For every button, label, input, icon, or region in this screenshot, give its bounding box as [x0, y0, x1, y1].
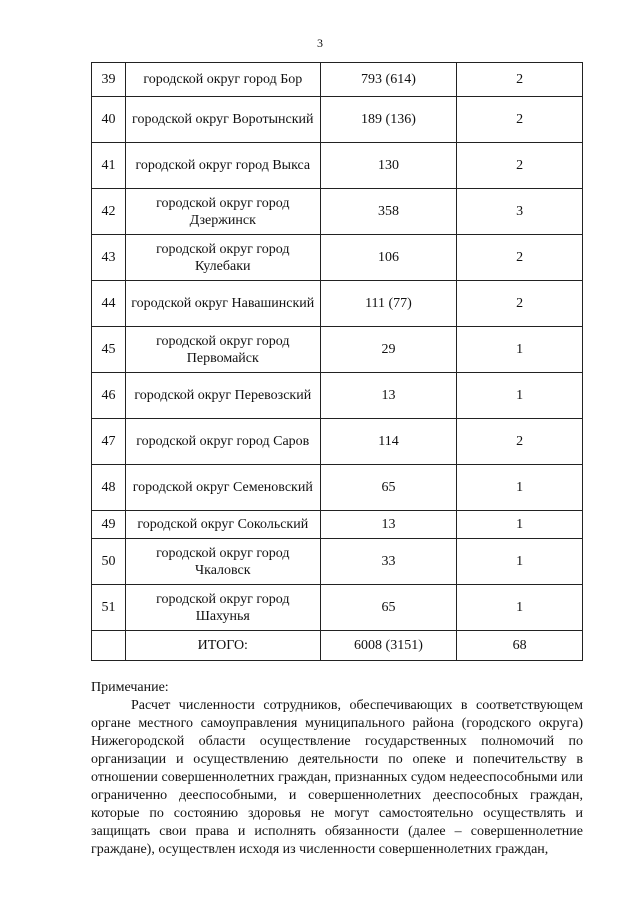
district-name: городской округ город Саров	[125, 419, 320, 465]
staff-count: 65	[320, 585, 457, 631]
row-number: 49	[92, 511, 126, 539]
total-row	[92, 631, 583, 661]
row-number: 51	[92, 585, 126, 631]
table-row	[92, 235, 583, 281]
staff-units: 1	[457, 327, 583, 373]
staff-table	[91, 62, 583, 661]
table-row	[92, 373, 583, 419]
row-number-empty	[92, 631, 126, 661]
note-section	[91, 679, 583, 859]
district-name: городской округ Сокольский	[125, 511, 320, 539]
note-title: Примечание:	[91, 680, 169, 695]
staff-count: 111 (77)	[320, 281, 457, 327]
staff-units: 1	[457, 511, 583, 539]
table-row	[92, 511, 583, 539]
table-row	[92, 585, 583, 631]
table-row	[92, 189, 583, 235]
staff-count: 130	[320, 143, 457, 189]
table-row	[92, 281, 583, 327]
table-row	[92, 539, 583, 585]
staff-count: 106	[320, 235, 457, 281]
district-name: городской округ город Выкса	[125, 143, 320, 189]
staff-count: 29	[320, 327, 457, 373]
note-text: Расчет численности сотрудников, обеспечивающих в соответствующем органе местного самоуправления муниципального района (городского округа) Нижегородской области осуществление государственных полномочий по организации и осуществлению деятельности по опеке и попечительству в отношении совершеннолетних граждан, признанных судом недееспособными или ограниченно дееспособными, и совершеннолетних дееспособных граждан, которые по состоянию здоровья не могут самостоятельно осуществлять и защищать свои права и исполнять обязанности (далее – совершеннолетние граждане), осуществлен исходя из численности совершеннолетних граждан,	[91, 698, 583, 857]
staff-units: 2	[457, 143, 583, 189]
total-staff-units: 68	[457, 631, 583, 661]
total-label: ИТОГО:	[125, 631, 320, 661]
table-row	[92, 419, 583, 465]
district-name: городской округ город Чкаловск	[125, 539, 320, 585]
table-row	[92, 327, 583, 373]
staff-units: 2	[457, 419, 583, 465]
table-row	[92, 63, 583, 97]
table-row	[92, 97, 583, 143]
row-number: 45	[92, 327, 126, 373]
district-name: городской округ город Кулебаки	[125, 235, 320, 281]
row-number: 44	[92, 281, 126, 327]
row-number: 42	[92, 189, 126, 235]
row-number: 41	[92, 143, 126, 189]
row-number: 43	[92, 235, 126, 281]
total-staff-count: 6008 (3151)	[320, 631, 457, 661]
district-name: городской округ Воротынский	[125, 97, 320, 143]
staff-units: 3	[457, 189, 583, 235]
row-number: 48	[92, 465, 126, 511]
staff-count: 114	[320, 419, 457, 465]
staff-count: 13	[320, 511, 457, 539]
row-number: 46	[92, 373, 126, 419]
staff-units: 1	[457, 585, 583, 631]
district-name: городской округ Перевозский	[125, 373, 320, 419]
staff-units: 1	[457, 539, 583, 585]
staff-units: 2	[457, 97, 583, 143]
staff-table-body	[92, 63, 583, 661]
staff-units: 2	[457, 235, 583, 281]
staff-count: 13	[320, 373, 457, 419]
table-row	[92, 143, 583, 189]
staff-count: 358	[320, 189, 457, 235]
district-name: городской округ Навашинский	[125, 281, 320, 327]
district-name: городской округ город Первомайск	[125, 327, 320, 373]
row-number: 50	[92, 539, 126, 585]
district-name: городской округ Семеновский	[125, 465, 320, 511]
table-row	[92, 465, 583, 511]
row-number: 40	[92, 97, 126, 143]
staff-units: 1	[457, 373, 583, 419]
row-number: 39	[92, 63, 126, 97]
staff-count: 793 (614)	[320, 63, 457, 97]
staff-units: 2	[457, 63, 583, 97]
staff-count: 65	[320, 465, 457, 511]
district-name: городской округ город Дзержинск	[125, 189, 320, 235]
staff-units: 2	[457, 281, 583, 327]
district-name: городской округ город Шахунья	[125, 585, 320, 631]
row-number: 47	[92, 419, 126, 465]
district-name: городской округ город Бор	[125, 63, 320, 97]
staff-units: 1	[457, 465, 583, 511]
page-number: 3	[317, 36, 323, 50]
staff-count: 33	[320, 539, 457, 585]
staff-count: 189 (136)	[320, 97, 457, 143]
